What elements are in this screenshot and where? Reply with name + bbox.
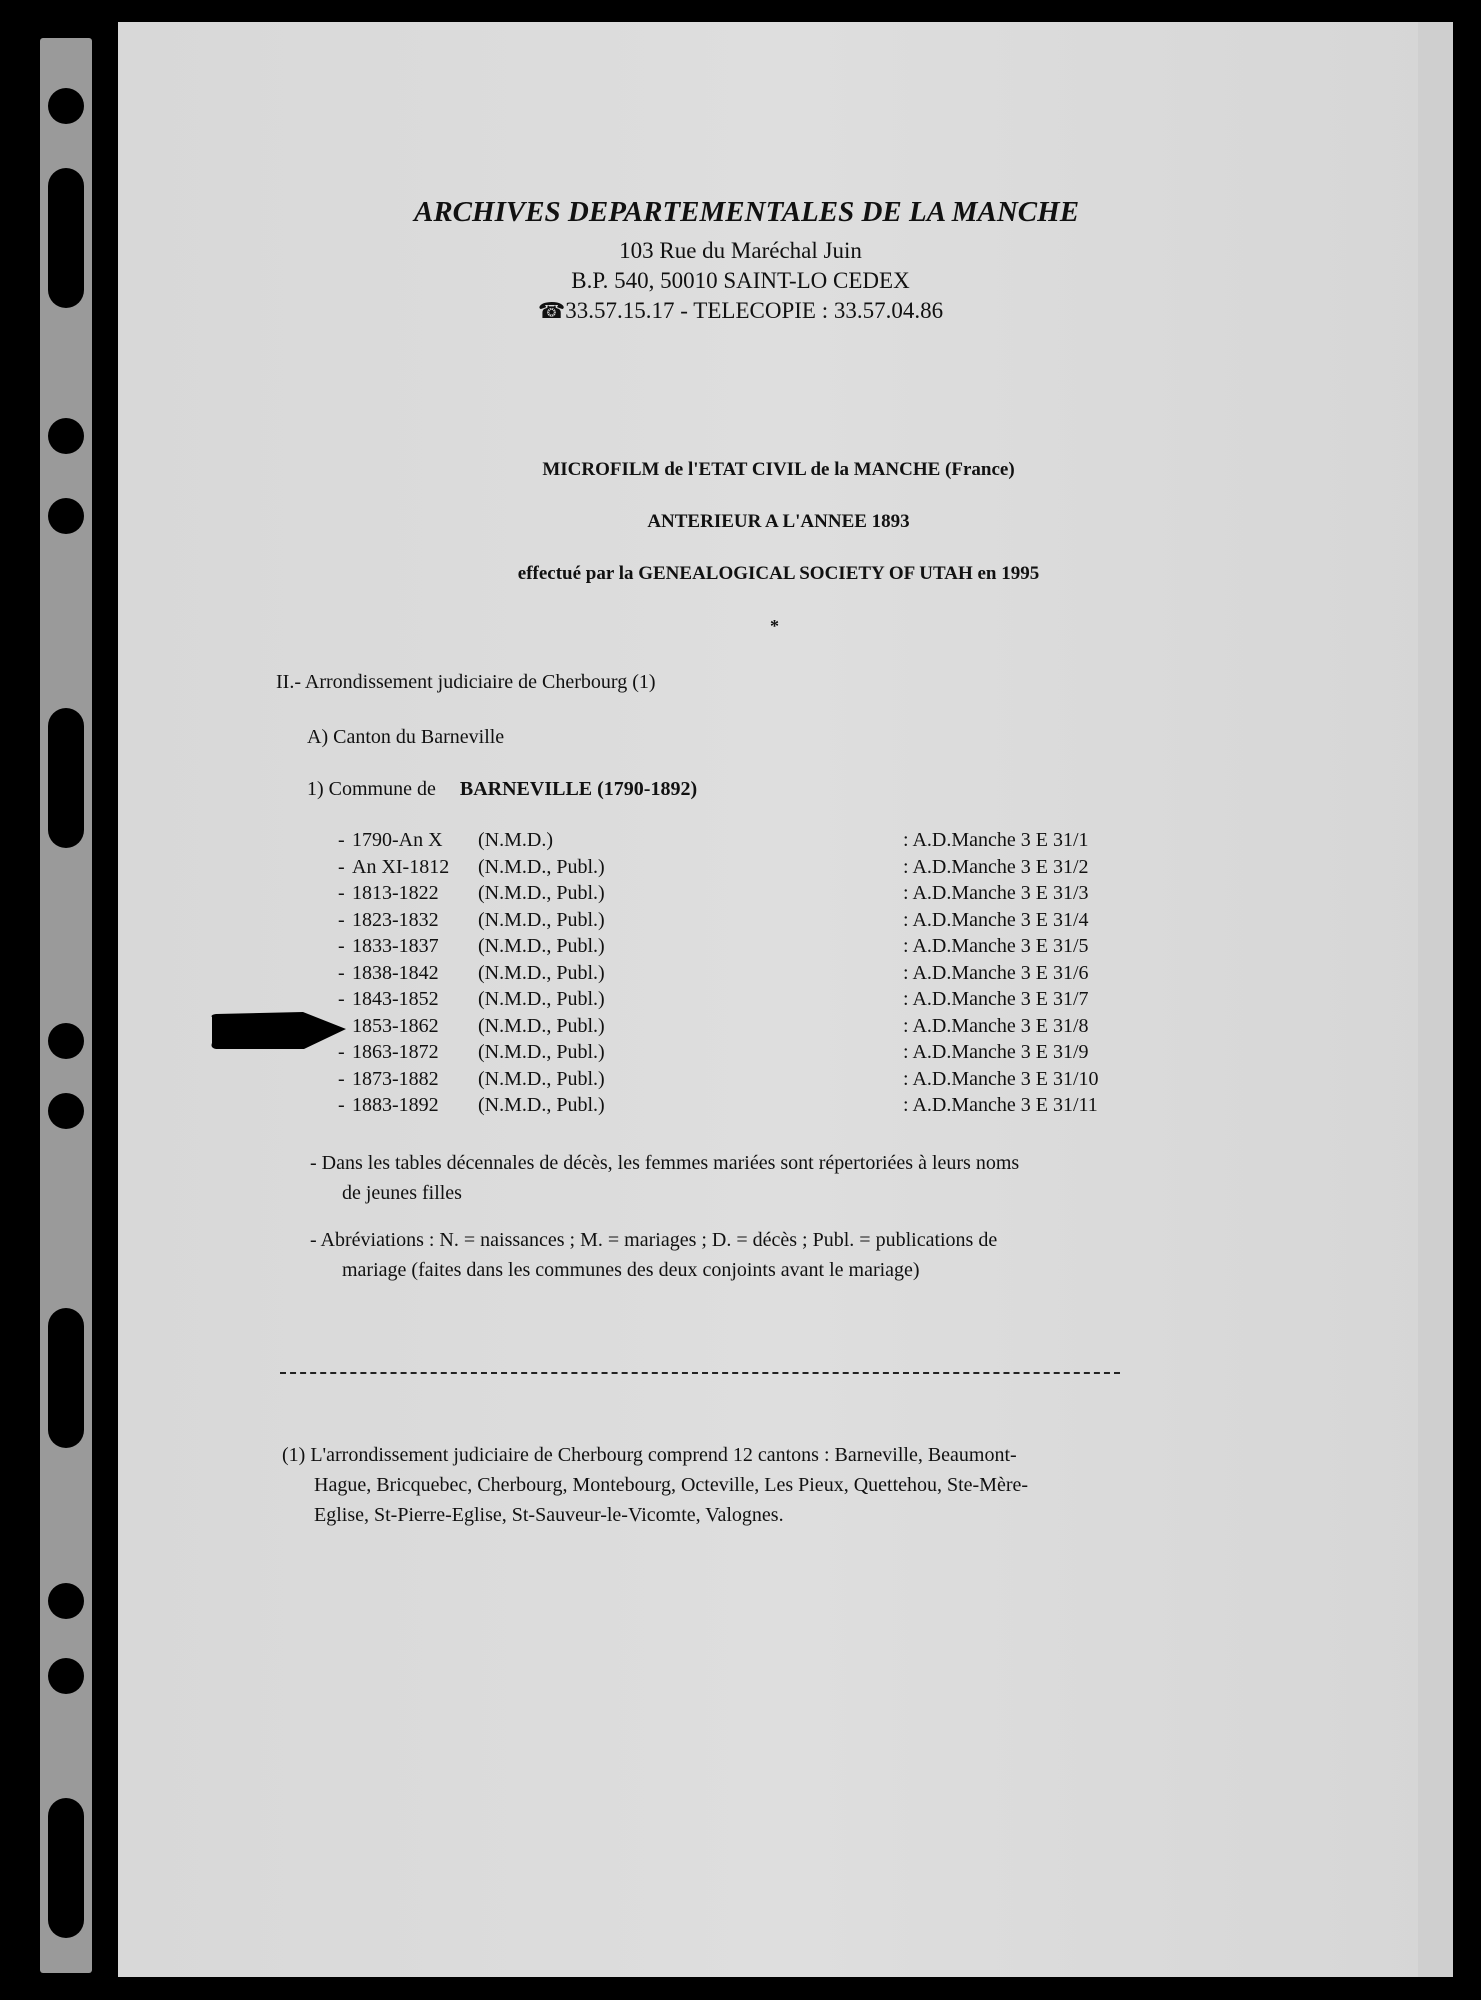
- record-period: 1883-1892: [352, 1094, 439, 1116]
- record-types: (N.M.D., Publ.): [478, 855, 605, 878]
- record-period: 1843-1852: [352, 988, 439, 1010]
- record-period: 1823-1832: [352, 908, 439, 931]
- record-dash: -: [338, 855, 345, 878]
- punch-hole: [48, 1798, 84, 1938]
- separator-star: *: [770, 616, 779, 636]
- note-abbreviations: [310, 1225, 997, 1285]
- record-reference: : A.D.Manche 3 E 31/10: [903, 1067, 1099, 1090]
- note-abbr-line: - Abréviations : N. = naissances ; M. = mariages ; D. = décès ; Publ. = publications de: [310, 1229, 998, 1251]
- punch-hole: [48, 1583, 84, 1619]
- commune-heading: [307, 778, 697, 801]
- pointer-marker-icon: [208, 1011, 348, 1051]
- footnote-line: Eglise, St-Pierre-Eglise, St-Sauveur-le-Vicomte, Valognes.: [314, 1504, 784, 1526]
- record-types: (N.M.D., Publ.): [478, 988, 605, 1010]
- record-reference: : A.D.Manche 3 E 31/2: [903, 855, 1089, 878]
- archive-postal-box: B.P. 540, 50010 SAINT-LO CEDEX: [571, 268, 910, 293]
- record-types: (N.M.D.): [478, 829, 553, 851]
- punch-hole: [48, 418, 84, 454]
- record-dash: -: [338, 1067, 345, 1090]
- record-period: 1873-1882: [352, 1067, 439, 1090]
- record-reference: : A.D.Manche 3 E 31/5: [903, 935, 1089, 957]
- record-dash: -: [338, 961, 345, 984]
- microfilm-producer: effectué par la GENEALOGICAL SOCIETY OF UTAH en 1995: [517, 563, 1040, 584]
- note-tables: [310, 1148, 1019, 1208]
- binder-strip: [40, 38, 92, 1973]
- record-reference: : A.D.Manche 3 E 31/4: [903, 908, 1089, 931]
- punch-hole: [48, 88, 84, 124]
- record-dash: -: [338, 935, 345, 957]
- record-dash: -: [338, 882, 345, 904]
- record-list: [338, 829, 1138, 1121]
- record-period: 1813-1822: [352, 882, 439, 904]
- dashed-separator: [280, 1372, 1120, 1374]
- record-reference: : A.D.Manche 3 E 31/8: [903, 1014, 1089, 1037]
- record-dash: -: [338, 1094, 345, 1116]
- record-types: (N.M.D., Publ.): [478, 1041, 605, 1063]
- record-dash: -: [338, 1041, 345, 1063]
- record-types: (N.M.D., Publ.): [478, 1014, 605, 1037]
- record-reference: : A.D.Manche 3 E 31/11: [903, 1094, 1098, 1116]
- record-reference: : A.D.Manche 3 E 31/9: [903, 1041, 1089, 1063]
- record-row: [338, 856, 1138, 883]
- record-dash: -: [338, 988, 345, 1010]
- record-row: [338, 935, 1138, 962]
- footnote: [282, 1440, 1028, 1530]
- record-reference: : A.D.Manche 3 E 31/1: [903, 829, 1089, 851]
- microfilm-period: ANTERIEUR A L'ANNEE 1893: [647, 511, 910, 532]
- record-types: (N.M.D., Publ.): [478, 882, 605, 904]
- record-dash: -: [338, 829, 345, 851]
- record-row: [338, 1094, 1138, 1121]
- record-reference: : A.D.Manche 3 E 31/6: [903, 961, 1089, 984]
- record-row: [338, 1041, 1138, 1068]
- punch-hole: [48, 1658, 84, 1694]
- microfilm-heading: MICROFILM de l'ETAT CIVIL de la MANCHE (France): [542, 459, 1015, 480]
- commune-name: BARNEVILLE (1790-1892): [459, 778, 698, 800]
- record-types: (N.M.D., Publ.): [478, 961, 605, 984]
- telephone-icon: ☎: [537, 298, 566, 323]
- punch-hole: [48, 1093, 84, 1129]
- record-row: [338, 829, 1138, 856]
- archive-phone-fax: 33.57.15.17 - TELECOPIE : 33.57.04.86: [565, 298, 944, 323]
- footnote-line: (1) L'arrondissement judiciaire de Cherbourg comprend 12 cantons : Barneville, Beaumont-: [282, 1444, 1017, 1466]
- note-abbr-line: mariage (faites dans les communes des deux conjoints avant le mariage): [342, 1259, 920, 1281]
- archive-title: ARCHIVES DEPARTEMENTALES DE LA MANCHE: [414, 196, 1080, 228]
- record-dash: -: [338, 908, 345, 931]
- record-period: 1838-1842: [352, 961, 439, 984]
- archive-address: 103 Rue du Maréchal Juin: [619, 238, 862, 263]
- footnote-line: Hague, Bricquebec, Cherbourg, Montebourg, Octeville, Les Pieux, Quettehou, Ste-Mère-: [314, 1474, 1029, 1496]
- record-row: [338, 988, 1138, 1015]
- record-period: 1863-1872: [352, 1041, 439, 1063]
- record-types: (N.M.D., Publ.): [478, 1067, 605, 1090]
- record-row: [338, 1068, 1138, 1095]
- commune-label: 1) Commune de: [307, 778, 436, 800]
- record-types: (N.M.D., Publ.): [478, 935, 605, 957]
- record-period: 1853-1862: [352, 1014, 439, 1037]
- record-types: (N.M.D., Publ.): [478, 908, 605, 931]
- record-row: [338, 1015, 1138, 1042]
- record-period: An XI-1812: [352, 855, 450, 878]
- punch-hole: [48, 1023, 84, 1059]
- record-types: (N.M.D., Publ.): [478, 1094, 605, 1116]
- punch-hole: [48, 708, 84, 848]
- punch-hole: [48, 1308, 84, 1448]
- record-period: 1790-An X: [352, 829, 443, 851]
- arrondissement-heading: II.- Arrondissement judiciaire de Cherbourg (1): [276, 671, 656, 693]
- note-tables-line: - Dans les tables décennales de décès, les femmes mariées sont répertoriées à leurs noms: [310, 1152, 1020, 1174]
- archive-phone-line: [0, 298, 1481, 324]
- note-tables-line: de jeunes filles: [342, 1182, 462, 1204]
- record-period: 1833-1837: [352, 935, 439, 957]
- record-reference: : A.D.Manche 3 E 31/3: [903, 882, 1089, 904]
- canton-heading: A) Canton du Barneville: [307, 726, 505, 748]
- record-row: [338, 909, 1138, 936]
- record-row: [338, 962, 1138, 989]
- record-row: [338, 882, 1138, 909]
- record-reference: : A.D.Manche 3 E 31/7: [903, 988, 1089, 1010]
